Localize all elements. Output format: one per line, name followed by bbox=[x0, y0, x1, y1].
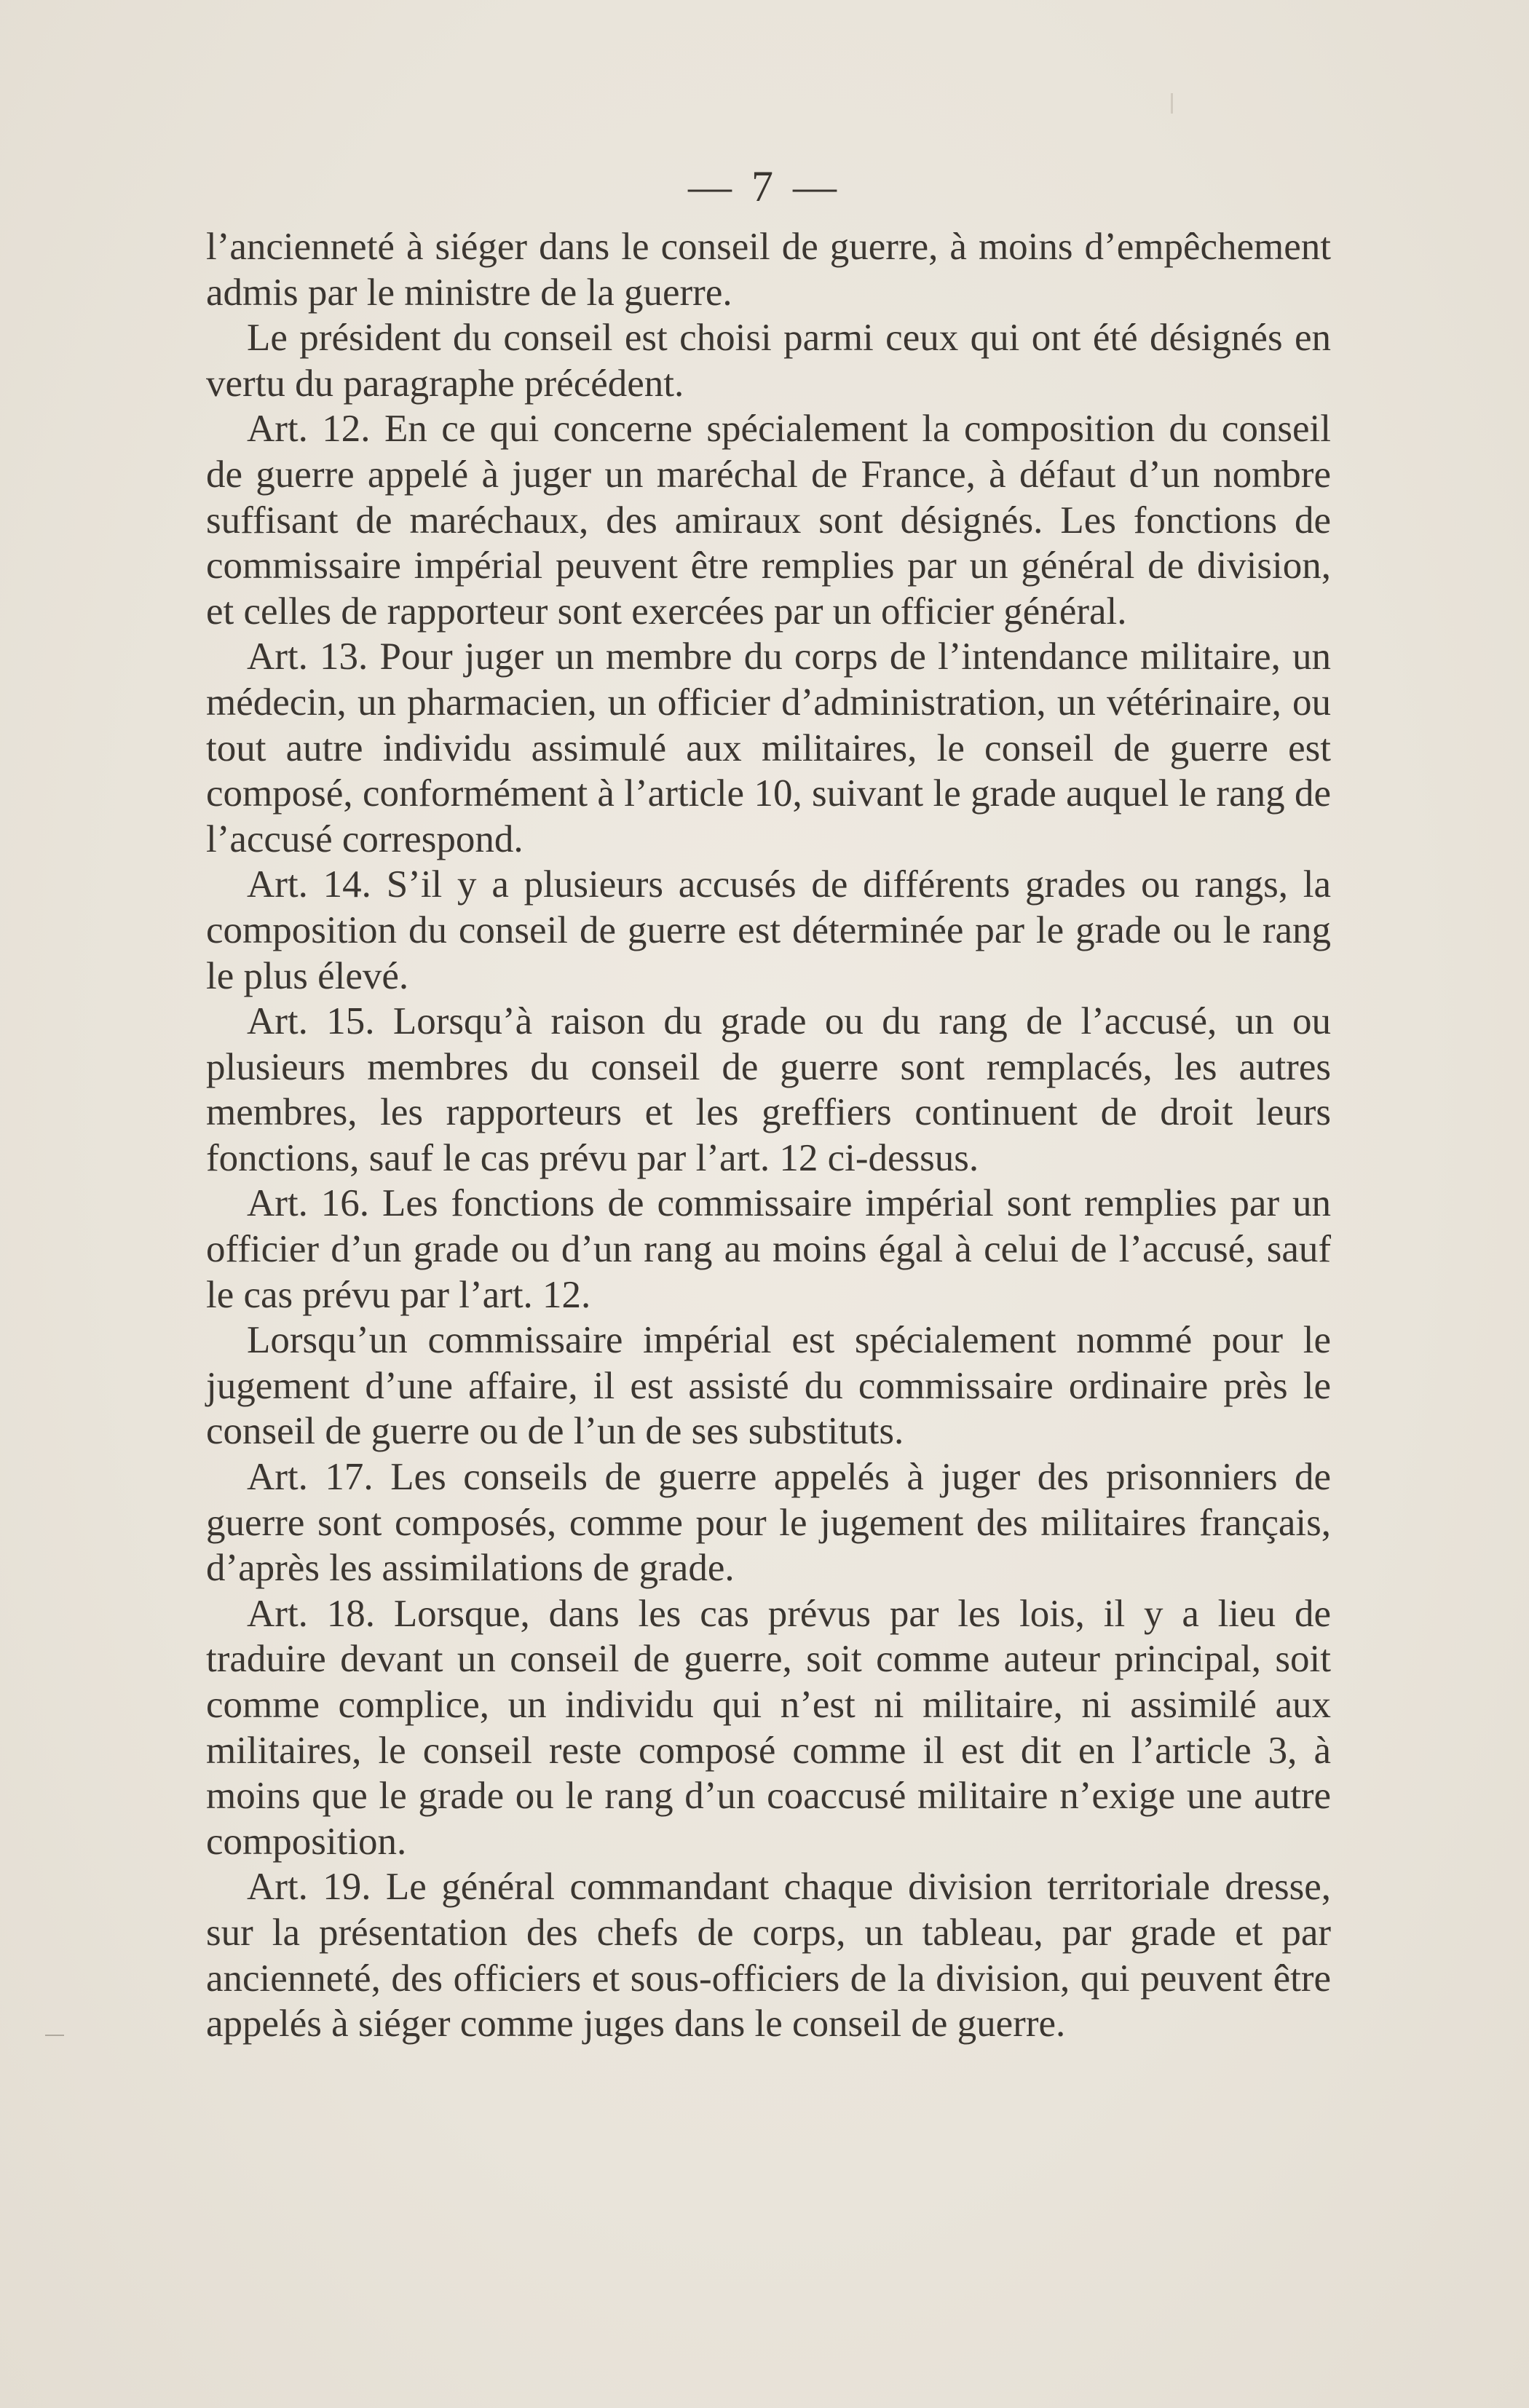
paragraph-text: Les conseils de guerre appelés à juger des prisonniers de guerre sont composés, comme pour le jugement des militaires français, d’après les assimilations de grade. bbox=[206, 1456, 1332, 1590]
paragraph-text: Lorsqu’un commissaire impérial est spécialement nommé pour le jugement d’une affaire, il est assisté du commissaire ordinaire près le conseil de guerre ou de l’un de ses substituts. bbox=[206, 1319, 1331, 1453]
article-label: Art. 15. bbox=[247, 1000, 375, 1043]
article-paragraph bbox=[206, 1181, 1331, 1318]
article-paragraph bbox=[206, 862, 1331, 999]
paragraph bbox=[206, 224, 1331, 315]
article-paragraph bbox=[206, 1864, 1331, 2046]
paragraph-text: Le général commandant chaque division territoriale dresse, sur la présentation des chefs de corps, un tableau, par grade et par ancienneté, des officiers et sous-officiers de la division, qui peuvent être appelés à siéger comme juges dans le conseil de guerre. bbox=[206, 1866, 1332, 2045]
paragraph bbox=[206, 315, 1331, 406]
article-paragraph bbox=[206, 1591, 1331, 1865]
paragraph-text: En ce qui concerne spécialement la composition du conseil de guerre appelé à juger un maréchal de France, à défaut d’un nombre suffisant de maréchaux, des amiraux sont désignés. Les fonctions de commissaire impérial peuvent être remplies par un général de division, et celles de rapporteur sont exercées par un officier général. bbox=[206, 408, 1331, 633]
paragraph-text: Lorsque, dans les cas prévus par les lois, il y a lieu de traduire devant un conseil de guerre, soit comme auteur principal, soit comme complice, un individu qui n’est ni militaire, ni assimilé aux militaires, le conseil reste composé comme il est dit en l’article 3, à moins que le grade ou le rang d’un coaccusé militaire n’exige une autre composition. bbox=[206, 1592, 1332, 1863]
paragraph-text: Les fonctions de commissaire impérial sont remplies par un officier d’un grade ou d’un rang au moins égal à celui de l’accusé, sauf le cas prévu par l’art. 12. bbox=[206, 1182, 1331, 1316]
article-label: Art. 13. bbox=[247, 635, 368, 678]
paragraph bbox=[206, 1318, 1331, 1454]
scan-speck bbox=[1171, 93, 1173, 114]
paragraph-text: Le président du conseil est choisi parmi ceux qui ont été désignés en vertu du paragraphe précédent. bbox=[206, 317, 1331, 405]
article-label: Art. 14. bbox=[247, 863, 371, 906]
paragraph-text: Lorsqu’à raison du grade ou du rang de l’accusé, un ou plusieurs membres du conseil de guerre sont remplacés, les autres membres, les rapporteurs et les greffiers continuent de droit leurs fonctions, sauf le cas prévu par l’art. 12 ci-dessus. bbox=[206, 1000, 1332, 1179]
paragraph-text: l’ancienneté à siéger dans le conseil de guerre, à moins d’empêchement admis par le ministre de la guerre. bbox=[206, 226, 1331, 314]
paragraph-text: Pour juger un membre du corps de l’intendance militaire, un médecin, un pharmacien, un officier d’administration, un vétérinaire, ou tout autre individu assimulé aux militaires, le conseil de guerre est composé, conformément à l’article 10, suivant le grade auquel le rang de l’accusé correspond. bbox=[206, 635, 1332, 860]
article-label: Art. 18. bbox=[247, 1592, 375, 1635]
article-label: Art. 16. bbox=[247, 1182, 370, 1225]
page-number: — 7 — bbox=[688, 162, 841, 210]
body-text bbox=[206, 224, 1331, 2047]
article-paragraph bbox=[206, 634, 1331, 862]
margin-mark bbox=[45, 2035, 64, 2036]
article-label: Art. 19. bbox=[247, 1866, 371, 1909]
article-paragraph bbox=[206, 999, 1331, 1181]
article-label: Art. 12. bbox=[247, 408, 371, 451]
paragraph-text: S’il y a plusieurs accusés de différents grades ou rangs, la composition du conseil de guerre est déterminée par le grade ou le rang le plus élevé. bbox=[206, 863, 1331, 997]
article-paragraph bbox=[206, 406, 1331, 634]
article-label: Art. 17. bbox=[247, 1456, 374, 1499]
article-paragraph bbox=[206, 1454, 1331, 1591]
